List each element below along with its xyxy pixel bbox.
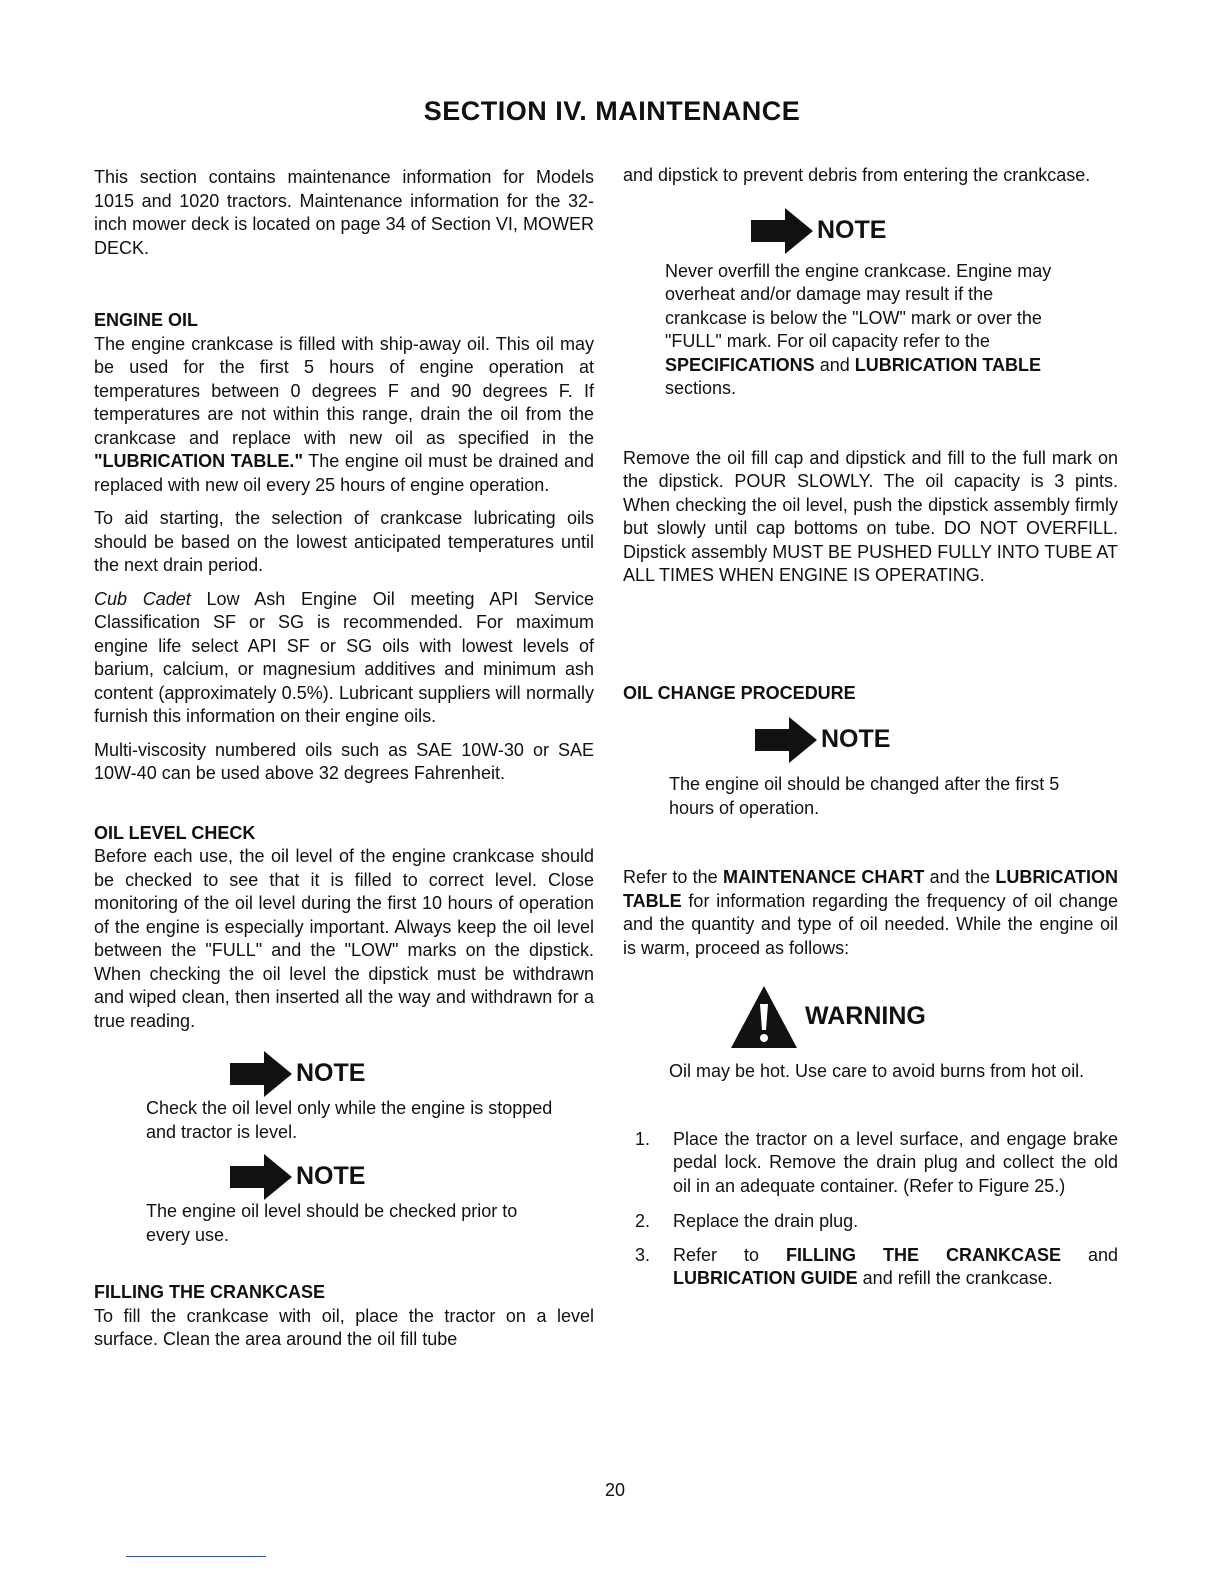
note-label: NOTE [821,725,891,754]
oil-change-paragraph: Refer to the MAINTENANCE CHART and the LUBRICATION TABLE for information regarding the frequency of oil change and the quantity and type of oil needed. While the engine oil is warm, proceed as follows: [623,867,1118,958]
right-column [623,164,1118,1291]
note-callout [755,717,1118,763]
note-label: NOTE [296,1162,366,1191]
left-column [94,166,594,1352]
arrow-right-icon [230,1051,292,1097]
steps-list [623,1128,1118,1291]
fill-procedure-paragraph: Remove the oil fill cap and dipstick and fill to the full mark on the dipstick. POUR SLOWLY. The oil capacity is 3 pints. When checking the oil level, push the dipstick assembly firmly but slowly until cap bottoms on tube. DO NOT OVERFILL. Dipstick assembly MUST BE PUSHED FULLY INTO TUBE AT ALL TIMES WHEN ENGINE IS OPERATING. [623,447,1118,585]
note-text: Never overfill the engine crankcase. Engine may overheat and/or damage may result if the crankcase is below the "LOW" mark or over the "FULL" mark. For oil capacity refer to the SPECIFICATIONS and LUBRICATION TABLE sections. [665,260,1052,398]
warning-text: Oil may be hot. Use care to avoid burns from hot oil. [669,1061,1085,1081]
note-callout [230,1051,594,1097]
bottom-rule [126,1556,266,1557]
warning-callout [729,984,1118,1050]
filling-paragraph: To fill the crankcase with oil, place the tractor on a level surface. Clean the area around the oil fill tube [94,1305,594,1349]
engine-oil-paragraph-4: Multi-viscosity numbered oils such as SAE 10W-30 or SAE 10W-40 can be used above 32 degrees Fahrenheit. [94,739,594,783]
page-number: 20 [604,1480,626,1500]
oil-change-heading: OIL CHANGE PROCEDURE [623,682,856,703]
oil-level-paragraph: Before each use, the oil level of the engine crankcase should be checked to see that it is filled to correct level. Close monitoring of the oil level during the first 10 hours of operation of the engine is especially important. Always keep the oil level between the "FULL" and the "LOW" marks on the dipstick. When checking the oil level the dipstick must be withdrawn and wiped clean, then inserted all the way and withdrawn for a true reading. [94,846,594,1031]
list-item: 3. Refer to FILLING THE CRANKCASE and LUBRICATION GUIDE and refill the crankcase. [635,1244,1118,1288]
note-text: The engine oil level should be checked prior to every use. [146,1201,518,1245]
engine-oil-paragraph-1: The engine crankcase is filled with ship-away oil. This oil may be used for the first 5 hours of engine operation at temperatures between 0 degrees F and 90 degrees F. If temperatures are not within this range, drain the oil from the crankcase and replace with new oil as specified in the "LUBRICATION TABLE." The engine oil must be drained and replaced with new oil every 25 hours of engine operation. [94,333,594,495]
arrow-right-icon [755,717,817,763]
arrow-right-icon [230,1154,292,1200]
engine-oil-heading: ENGINE OIL [94,310,199,330]
note-text: The engine oil should be changed after the first 5 hours of operation. [669,774,1060,818]
note-label: NOTE [817,215,887,244]
warning-triangle-icon [729,984,799,1050]
list-item: 1. Place the tractor on a level surface, and engage brake pedal lock. Remove the drain plug and collect the old oil in an adequate container. (Refer to Figure 25.) [635,1128,1118,1196]
note-label: NOTE [296,1059,366,1088]
list-item: 2. Replace the drain plug. [635,1211,859,1231]
arrow-right-icon [751,208,813,254]
filling-heading: FILLING THE CRANKCASE [94,1282,325,1302]
note-callout [230,1154,594,1200]
note-callout [751,208,1118,254]
note-text: Check the oil level only while the engine is stopped and tractor is level. [146,1098,553,1142]
warning-label: WARNING [805,1002,926,1031]
continued-paragraph: and dipstick to prevent debris from entering the crankcase. [623,165,1091,185]
oil-level-heading: OIL LEVEL CHECK [94,822,256,843]
intro-paragraph: This section contains maintenance information for Models 1015 and 1020 tractors. Maintenance information for the 32-inch mower deck is located on page 34 of Section VI, MOWER DECK. [94,167,594,258]
engine-oil-paragraph-2: To aid starting, the selection of crankcase lubricating oils should be based on the lowest anticipated temperatures until the next drain period. [94,508,594,575]
engine-oil-paragraph-3: Cub Cadet Low Ash Engine Oil meeting API Service Classification SF or SG is recommended. For maximum engine life select API SF or SG oils with lowest levels of barium, calcium, or magnesium additives and minimum ash content (approximately 0.5%). Lubricant suppliers will normally furnish this information on their engine oils. [94,588,594,726]
page-title: SECTION IV. MAINTENANCE [423,96,801,126]
